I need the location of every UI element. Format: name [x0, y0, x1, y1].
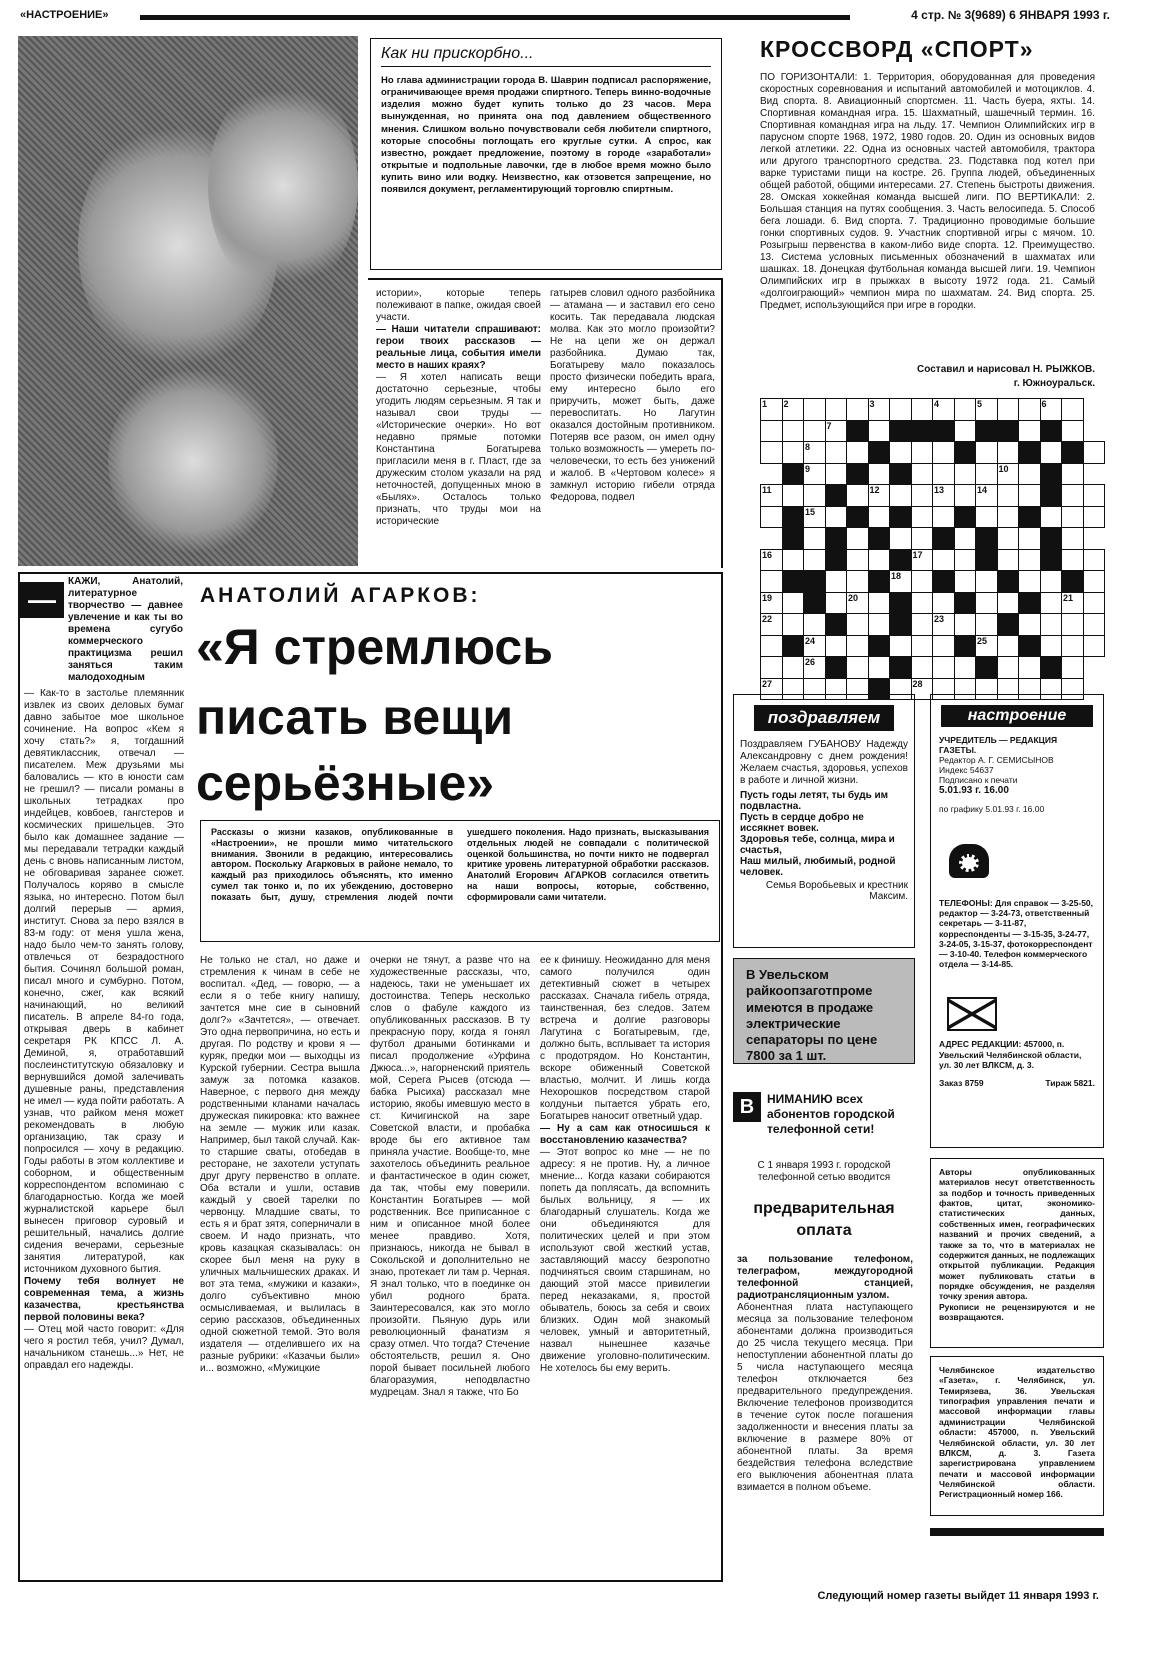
crossword-row	[761, 506, 1105, 528]
column-4: ее к финишу. Неожиданно для меня самого получился один детективный сюжет в четырех рассказах. Сначала гибель отряда, таинственная, без следов. Затем встреча и долгие разговоры Лагутина с Богатыревым, где, должно быть, всплывает та история с продотрядом. Но Константин, вскоре обиженный Советской властью, молчит. И лишь когда Нехорошков посредством старой колдуньи пытается убрать его, Богатырев наносит ответный удар. — Ну а сам как относишься к восстановлению казачества? — Этот вопрос ко мне — не по адресу: я не против. Ну, а личное мнение... Когда казаки собираются попеть да поплясать, да вспомнить былых вольницу, я — их благодарный слушатель. Когда же они объединяются для политических целей и при этом используют свой жесткий устав, заставляющий массу безропотно подчиняться своим старшинам, но дающий этой массе привилегии перед неказаками, я, простой обыватель, боюсь за себя и своих близких. Один мой знакомый человек, умный и авторитетный, назвал нынешнее казачье движение уголовно-политическим. Не хотелось бы ему верить.	[540, 955, 710, 1374]
mail-icon	[947, 997, 997, 1031]
intro-box: Рассказы о жизни казаков, опубликованные в «Настроении», не прошли мимо читательского внимания. Звонили в редакцию, интересовались автором. Поскольку Агарковых в районе немало, то каждый раз приходилось объяснять, кто именно сумел так тонко и, по их убеждению, достоверно показать быт, душу, стремления людей почти ушедшего поколения. Надо признать, высказывания отдельных людей не совпадали с политической оценкой большинства, но почти никто не подвергал критике уровень литературной обработки рассказов. Анатолий Егорович АГАРКОВ согласился ответить на наши вопросы, которые, собственно, сформировали сами читатели.	[200, 820, 720, 942]
crossword-block	[782, 463, 804, 485]
crossword-cell[interactable]	[1062, 420, 1084, 442]
crossword-cell[interactable]	[997, 442, 1019, 464]
crossword-cell[interactable]: 13	[933, 485, 955, 507]
headline-line-1: «Я стремлюсь	[196, 619, 553, 675]
crossword-cell[interactable]	[997, 399, 1019, 421]
crossword-block	[1062, 571, 1084, 593]
crossword-block	[1040, 528, 1062, 550]
sad-news-box	[370, 38, 722, 270]
crossword-cell[interactable]	[761, 635, 783, 657]
crossword-block	[954, 592, 976, 614]
lead-question: КАЖИ, Анатолий, литературное творчество — давнее увлечение и как ты во времена сугубо коммерческого практицизма решил заняться таким малодоходным	[68, 576, 183, 683]
crossword-cell[interactable]	[997, 592, 1019, 614]
crossword-block	[890, 592, 912, 614]
crossword-cell[interactable]	[825, 506, 847, 528]
crossword-empty	[1083, 420, 1105, 442]
crossword-block	[954, 635, 976, 657]
crossword-block	[1062, 442, 1084, 464]
imprint-logo: настроение	[941, 705, 1093, 727]
sad-news-text: Но глава администрации города В. Шаврин подписал распоряжение, ограничивающее время продажи спиртного. Теперь винно-водочные изделия можно будет купить только до 23 часов. Мера вынужденная, но принята она под давлением общественного мнения. Слишком вольно почувствовали себя любители спиртного, которые способны поглощать его круглые сутки. А спрос, как известно, рождает предложение, поэтому в городе «заработали» открытые и подпольные лавочки, где в любое время можно было купить вино или водку. Неизвестно, как отзовется запрещение, но появился документ, регламентирующий торговлю спиртным.	[381, 75, 711, 196]
crossword-block	[976, 549, 998, 571]
imprint-schedule: по графику 5.01.93 г. 16.00	[939, 804, 1045, 814]
crossword-cell[interactable]: 15	[804, 506, 826, 528]
phone-icon	[949, 844, 989, 878]
crossword-cell[interactable]	[1062, 506, 1084, 528]
crossword-empty	[761, 463, 783, 485]
crossword-cell[interactable]	[1083, 635, 1105, 657]
crossword-cell[interactable]	[847, 399, 869, 421]
crossword-cell[interactable]	[761, 657, 783, 679]
crossword-row	[761, 463, 1105, 485]
crossword-cell[interactable]	[1019, 657, 1041, 679]
crossword-cell[interactable]	[954, 549, 976, 571]
crossword-cell[interactable]	[804, 549, 826, 571]
crossword-cell[interactable]	[761, 442, 783, 464]
greeting-logo: поздравляем	[754, 705, 894, 731]
crossword-cell[interactable]	[976, 614, 998, 636]
crossword-cell[interactable]	[997, 485, 1019, 507]
notice-services: за пользование телефоном, телеграфом, междугородной телефонной станцией, радиотрансляционным узлом.	[737, 1254, 913, 1301]
crossword-cell[interactable]: 4	[933, 399, 955, 421]
crossword-cell[interactable]: 28	[911, 678, 933, 700]
interview-top-rule	[18, 572, 723, 574]
crossword-block	[933, 571, 955, 593]
crossword-cell[interactable]	[954, 399, 976, 421]
crossword-cell[interactable]	[847, 635, 869, 657]
crossword-cell[interactable]	[890, 635, 912, 657]
crossword-cell[interactable]	[933, 442, 955, 464]
crossword-cell[interactable]	[782, 420, 804, 442]
imprint-phones: ТЕЛЕФОНЫ: Для справок — 3-25-50, редактор — 3-24-73, ответственный секретарь — 3-11-87, корреспонденты — 3-15-35, 3-24-77, 3-24-05, 3-15-37, фотокорреспондент — 3-10-40. Телефон коммерческого отдела — 3-14-85.	[939, 898, 1094, 970]
crossword-cell[interactable]	[847, 657, 869, 679]
crossword-cell[interactable]	[911, 528, 933, 550]
notice-big-2: оплата	[796, 1222, 852, 1239]
crossword-cell[interactable]	[997, 657, 1019, 679]
crossword-cell[interactable]	[825, 463, 847, 485]
masthead	[20, 8, 1110, 26]
crossword-row	[761, 485, 1105, 507]
crossword-cell[interactable]	[933, 463, 955, 485]
crossword-cell[interactable]: 16	[761, 549, 783, 571]
dropcap: —С	[20, 582, 64, 618]
crossword-cell[interactable]	[782, 442, 804, 464]
crossword-block	[890, 614, 912, 636]
crossword-cell[interactable]: 19	[761, 592, 783, 614]
crossword-row	[761, 399, 1105, 421]
crossword-cell[interactable]	[1040, 506, 1062, 528]
greeting-sign: Семья Воробьевых и крестник Максим.	[765, 880, 908, 902]
crossword-cell[interactable]	[976, 592, 998, 614]
crossword-block	[976, 528, 998, 550]
column-1: — Как-то в застолье племянник извлек из своих деловых бумаг давно забытое мое школьное сочинение. На вопрос «Кем я хочу стать?» я, тогдашний девятиклассник, отвечал — писателем. Меж друзьями мы баловались — кто в юности сам не грешил? — писали романы в школьных тетрадках про индейцев, ковбоев, гангстеров и космических пришельцев. Это было как домашнее задание — мы передавали тетрадки каждый день с вновь написанным листом, не обговаривая заранее сюжет. Получалось коряво в смысле языка, но интересно. Потом был долгий перерыв — армия, институт. Снова за перо взялся в 83-м году: от меня ушла жена, надо было чем-то занять голову, отвлечься от безрадостного бытия. Сочинял большой роман, писал много и сумбурно. Потом, конечно, сжег, как всякий начинающий, но великий писатель. В апреле 84-го года, открывая дверь в кабинет секретаря РК КПСС Л. А. Деминой, я, отработавший послеинститутскую обязаловку и вернувшийся домой залечивать душевные раны, представления не имел — куда пойти работать. А узнав, что райком меня может рекомендовать в любую организацию, так сразу и попросился — хочу в редакцию. Годы работы в этом коллективе и соборном, и общественным корреспондентом вспоминаю с благодарностью. Когда же моей журналистской карьере был вынесен приговор суровый и решительный, начались долгие сидения вечерами, серьезные занятия литературой, как источником духовного бытия. Почему тебя волнует не современная тема, а жизнь казачества, крестьянства первой половины века? — Отец мой часто говорит: «Для чего я ростил тебя, учил? Думал, начальником станешь...» Нет, не оправдал его надежды.	[24, 688, 184, 1371]
crossword-cell[interactable]	[933, 506, 955, 528]
crossword-block	[1019, 506, 1041, 528]
crossword-block	[976, 657, 998, 679]
crossword-cell[interactable]	[1083, 506, 1105, 528]
crossword-cell[interactable]: 27	[761, 678, 783, 700]
crossword-block	[782, 571, 804, 593]
crossword-cell[interactable]	[911, 592, 933, 614]
crossword-cell[interactable]	[890, 442, 912, 464]
imprint-date: 5.01.93 г. 16.00	[939, 785, 1009, 796]
crossword-cell[interactable]	[1083, 592, 1105, 614]
crossword-cell[interactable]	[804, 485, 826, 507]
notice-intro: С 1 января 1993 г. городской телефонной сетью вводится	[757, 1160, 891, 1183]
crossword-cell[interactable]	[1019, 399, 1041, 421]
crossword-cell[interactable]	[890, 528, 912, 550]
crossword-cell[interactable]	[911, 485, 933, 507]
crossword-cell[interactable]: 9	[804, 463, 826, 485]
crossword-block	[782, 528, 804, 550]
crossword-block	[847, 506, 869, 528]
crossword-block	[997, 614, 1019, 636]
crossword-cell[interactable]	[761, 506, 783, 528]
crossword-block	[954, 442, 976, 464]
crossword-block	[1040, 485, 1062, 507]
brand-label: «НАСТРОЕНИЕ»	[20, 9, 109, 21]
column-3: очерки не тянут, а разве что на художественные рассказы, что, надеюсь, таки не уменьшает их достоинства. Теперь несколько слов о фабуле каждого из опубликованных рассказов. В ту прекрасную пору, когда я гонял футбол драными ботинками и писал продолжение «Урфина Джюса...», нагорненский приятель мой, Серега Рысев (отсюда — бабка Рысиха) рассказал мне историю, якобы имевшую место в ст. Кичигинской на заре Советской власти, и пробабка вроде бы его активное там приняла участие. Вообще-то, мне захотелось объединить реальное и фантастическое в один сюжет, да так, чтобы ему поверили. Константин Богатырев — мой родственник. Все приписанное с ним и описанное мной более менее правдиво. Хотя, признаюсь, никогда не бывал в Сокольской и дополнительно не знаю, протекает ли там р. Черная. Я знал только, что в поединке он убил родного брата. Заинтересовался, как это могло произойти. Пьяную дурь или революционный фанатизм я сразу отмел. Что тогда? Стечение обстоятельств, решил я. Оно порой бывает посильней любого благоразумия, неподвластно мудрецам. Знал я также, что Бо	[370, 955, 530, 1398]
crossword-block	[890, 549, 912, 571]
crossword-cell[interactable]: 20	[847, 592, 869, 614]
crossword-cell[interactable]	[1083, 614, 1105, 636]
crossword-cell[interactable]	[1062, 485, 1084, 507]
crossword-cell[interactable]: 3	[868, 399, 890, 421]
crossword-cell[interactable]	[911, 571, 933, 593]
crossword-cell[interactable]	[976, 463, 998, 485]
greeting-text: Поздравляем ГУБАНОВУ Надежду Александровну с днем рождения! Желаем счастья, здоровья, успехов в работе и личной жизни.	[740, 739, 908, 786]
imprint-signed: Подписано к печати	[939, 775, 1018, 785]
imprint-address: АДРЕС РЕДАКЦИИ: 457000, п. Увельский Челябинской области, ул. 30 лет ВЛКСМ, д. 3.	[939, 1039, 1082, 1070]
crossword-cell[interactable]	[868, 592, 890, 614]
crossword-block	[1019, 592, 1041, 614]
crossword-cell[interactable]	[976, 442, 998, 464]
crossword-cell[interactable]	[911, 657, 933, 679]
crossword-cell[interactable]	[954, 463, 976, 485]
crossword-cell[interactable]	[890, 399, 912, 421]
crossword-cell[interactable]	[997, 528, 1019, 550]
crossword-cell[interactable]	[868, 506, 890, 528]
crossword-cell[interactable]: 17	[911, 549, 933, 571]
crossword-block	[997, 571, 1019, 593]
crossword-cell[interactable]	[1040, 442, 1062, 464]
crossword-cell[interactable]	[1083, 571, 1105, 593]
crossword-cell[interactable]	[868, 463, 890, 485]
printer-box: Челябинское издательство «Газета», г. Челябинск, ул. Темирязева, 36. Увельская типография управления печати и массовой информации главы администрации Челябинской области: 457000, п. Увельский Челябинской области, ул. 30 лет ВЛКСМ, д. 3. Газета зарегистрирована управлением печати и массовой информации Челябинской области. Регистрационный номер 166.	[930, 1356, 1104, 1516]
crossword-block	[1040, 420, 1062, 442]
crossword-city: г. Южноуральск.	[1013, 378, 1095, 389]
crossword-clues: ПО ГОРИЗОНТАЛИ: 1. Территория, оборудованная для проведения скоростных соревнования и испытаний автомобилей и мотоциклов. 4. Вид спорта. 8. Авиационный спортсмен. 11. Часть буера, яхты. 14. Спортивная командная игра. 15. Шахматный, шашечный термин. 16. Спортивная командная игра на льду. 17. Чемпион Олимпийских игр в парусном спорте 1968, 1972, 1980 годов. 20. Один из основных видов легкой атлетики. 22. Одна из основных частей автомобиля, трактора или другого транспортного средства. 23. Подставка под котел при варке туристами пищи на костре. 26. Группа людей, объединенных общей работой, общими интересами. 27. Степень быстроты движения. 28. Омская хоккейная команда высшей лиги. ПО ВЕРТИКАЛИ: 2. Большая станция на путях сообщения. 3. Часть велосипеда. 5. Способ бега лошади. 6. Вид спорта. 7. Традиционно проводимые большие гонки спортивных судов. 9. Участник спортивной игры с мячом. 10. Розыгрыш первенства в каком-либо виде спорта. 12. Преимущество. 13. Система условных письменных обозначений в шахматах или шашках. 18. Донецкая футбольная команда высшей лиги. 19. Чемпион Олимпийских игр в прыжках в высоту 1972 года. 21. Самый «долгоиграющий» чемпион мира по шахматам. 24. Вид спорта. 25. Предмет, использующийся при игре в городки.	[760, 72, 1095, 311]
crossword-cell[interactable]	[933, 657, 955, 679]
crossword-cell[interactable]	[954, 657, 976, 679]
crossword-cell[interactable]	[911, 442, 933, 464]
imprint-order: Заказ 8759	[939, 1077, 984, 1088]
crossword-row	[761, 635, 1105, 657]
crossword-row	[761, 442, 1105, 464]
crossword-cell[interactable]	[976, 506, 998, 528]
separator-ad: В Увельском райкоопзаготпроме имеются в продаже электрические сепараторы по цене 7800 за 1 шт.	[733, 958, 915, 1064]
crossword-block	[976, 420, 998, 442]
crossword-cell[interactable]: 25	[976, 635, 998, 657]
crossword-block	[1019, 635, 1041, 657]
crossword-cell[interactable]	[761, 571, 783, 593]
crossword-cell[interactable]	[825, 442, 847, 464]
crossword-block	[782, 506, 804, 528]
crossword-row	[761, 571, 1105, 593]
crossword-cell[interactable]	[847, 528, 869, 550]
crossword-cell[interactable]	[1040, 635, 1062, 657]
crossword-block	[890, 463, 912, 485]
interview-continuation	[368, 278, 723, 568]
crossword-cell[interactable]: 7	[825, 420, 847, 442]
crossword-cell[interactable]	[1062, 549, 1084, 571]
crossword-block	[804, 571, 826, 593]
crossword-block	[825, 614, 847, 636]
crossword-cell[interactable]	[911, 635, 933, 657]
crossword-block	[1019, 442, 1041, 464]
crossword-cell[interactable]: 26	[804, 657, 826, 679]
crossword-cell[interactable]	[847, 614, 869, 636]
crossword-cell[interactable]: 8	[804, 442, 826, 464]
crossword-cell[interactable]	[911, 614, 933, 636]
crossword-empty	[1083, 399, 1105, 421]
crossword-cell[interactable]	[933, 549, 955, 571]
footer-bar	[930, 1528, 1104, 1536]
greeting-verse-4: Наш милый, любимый, родной человек.	[740, 856, 896, 878]
crossword-block	[825, 528, 847, 550]
crossword-cell[interactable]	[825, 635, 847, 657]
crossword-cell[interactable]	[782, 485, 804, 507]
column-2: Не только не стал, но даже и стремления к чинам в себе не воспитал. «Дед, — говорю, — а если я о тебе книгу напишу, зачтется мне сие в сыновний долг?» «Зачтется», — отвечает. Это одна первопричина, но есть и другая. По родству и крови я — куряк, предки мои — выходцы из Курской губернии. Сестра вышла замуж за потомка казаков. Наверное, с первого дня между родственными кланами началась дружеская пикировка: кто важнее на земле — мужик или казак. Например, был такой случай. Как-то старшие сваты, отобедав в ресторане, не захотели уступать друг другу первенство в оплате. Оба встали и ушли, оставив каждый у своей тарелки по червонцу. Младшие сваты, то есть я и брат зятя, соперничали в своем. И надо признать, что кровь казацкая сказывалась: он скорее был меня на руку в уличных мальчишеских драках. И вот эта тема, «мужики и казаки», долго субъективно мною осмысливаемая, и вылилась в серию рассказов, объединенных одной сюжетной темой. Это воля издателя — отделившего их на разные рубрики: «Казачьи были» и... возможно, «Мужицкие	[200, 955, 360, 1374]
crossword-cell[interactable]	[997, 635, 1019, 657]
crossword-cell[interactable]	[782, 614, 804, 636]
crossword-cell[interactable]: 2	[782, 399, 804, 421]
sad-news-title: Как ни прискорбно...	[381, 45, 711, 67]
crossword-grid[interactable]	[760, 398, 1105, 700]
imprint-order-row	[939, 1078, 1095, 1088]
crossword-cell[interactable]	[847, 571, 869, 593]
crossword-cell[interactable]: 6	[1040, 399, 1062, 421]
crossword-cell[interactable]: 5	[976, 399, 998, 421]
issue-label: 4 стр. № 3(9689) 6 ЯНВАРЯ 1993 г.	[911, 8, 1110, 22]
crossword-block	[825, 657, 847, 679]
crossword-cell[interactable]	[782, 657, 804, 679]
crossword-cell[interactable]	[1040, 592, 1062, 614]
interview-kicker: АНАТОЛИЙ АГАРКОВ:	[200, 584, 481, 607]
crossword-cell[interactable]	[976, 571, 998, 593]
crossword-cell[interactable]	[1019, 420, 1041, 442]
crossword-block	[825, 549, 847, 571]
crossword-cell[interactable]	[1019, 571, 1041, 593]
crossword-cell[interactable]	[825, 399, 847, 421]
crossword-cell[interactable]	[911, 463, 933, 485]
crossword-cell[interactable]	[933, 635, 955, 657]
crossword-cell[interactable]: 11	[761, 485, 783, 507]
crossword-row	[761, 420, 1105, 442]
crossword-cell[interactable]: 14	[976, 485, 998, 507]
crossword-cell[interactable]	[911, 399, 933, 421]
crossword-cell[interactable]	[782, 592, 804, 614]
crossword-empty	[1083, 657, 1105, 679]
crossword-block	[804, 592, 826, 614]
crossword-cell[interactable]: 1	[761, 399, 783, 421]
crossword-cell[interactable]	[1062, 657, 1084, 679]
crossword-cell[interactable]	[1083, 442, 1105, 464]
crossword-cell[interactable]	[1062, 614, 1084, 636]
crossword-cell[interactable]	[782, 549, 804, 571]
legal-note: Рукописи не рецензируются и не возвращаются.	[939, 1301, 1095, 1323]
crossword-block	[954, 506, 976, 528]
crossword-empty	[1083, 463, 1105, 485]
crossword-cell[interactable]: 24	[804, 635, 826, 657]
crossword-cell[interactable]	[1019, 463, 1041, 485]
crossword-cell[interactable]	[1083, 485, 1105, 507]
crossword-cell[interactable]	[1019, 485, 1041, 507]
crossword-row	[761, 592, 1105, 614]
crossword-cell[interactable]	[954, 614, 976, 636]
crossword-cell[interactable]	[825, 571, 847, 593]
crossword-cell[interactable]	[868, 657, 890, 679]
crossword-cell[interactable]	[954, 528, 976, 550]
crossword-cell[interactable]	[1040, 614, 1062, 636]
crossword-cell[interactable]	[1062, 463, 1084, 485]
crossword-cell[interactable]	[868, 549, 890, 571]
crossword-block	[847, 420, 869, 442]
greeting-verse-3: Здоровья тебе, солнца, мира и счастья,	[740, 834, 895, 856]
crossword-row	[761, 549, 1105, 571]
crossword-cell[interactable]	[954, 571, 976, 593]
crossword-block	[890, 420, 912, 442]
crossword-block	[997, 420, 1019, 442]
crossword-cell[interactable]: 21	[1062, 592, 1084, 614]
crossword-cell[interactable]	[804, 614, 826, 636]
crossword-empty	[1083, 528, 1105, 550]
notice-body: Абонентная плата наступающего месяца за пользование телефоном абонентами должна производиться до 25 числа текущего месяца. При непоступлении абонентной платы до 5 числа наступающего месяца телефон отключается без предварительного предупреждения. Включение телефонов производится в течение суток после погашения задолженности и внесения платы за включение в размере 80% от абонентной платы. За время бездействия телефона вследствие его выключения абонентная плата взимается в полном объеме.	[737, 1302, 913, 1493]
imprint-founder: УЧРЕДИТЕЛЬ — РЕДАКЦИЯ ГАЗЕТЫ.	[939, 735, 1058, 755]
imprint-box	[930, 694, 1104, 1148]
next-issue: Следующий номер газеты выйдет 11 января 1993 г.	[817, 1590, 1099, 1602]
crossword-block	[868, 442, 890, 464]
crossword-cell[interactable]	[1062, 399, 1084, 421]
crossword-cell[interactable]	[804, 528, 826, 550]
crossword-row	[761, 614, 1105, 636]
crossword-cell[interactable]	[868, 420, 890, 442]
greeting-box	[733, 694, 915, 948]
crossword-cell[interactable]: 18	[890, 571, 912, 593]
crossword-cell[interactable]: 23	[933, 614, 955, 636]
crossword-cell[interactable]	[761, 420, 783, 442]
header-rule	[140, 15, 850, 20]
phone-notice	[733, 1086, 915, 1586]
crossword-cell[interactable]: 22	[761, 614, 783, 636]
crossword-cell[interactable]	[1062, 635, 1084, 657]
crossword-block	[1040, 549, 1062, 571]
crossword-block	[868, 528, 890, 550]
crossword-block	[933, 420, 955, 442]
crossword-cell[interactable]	[804, 399, 826, 421]
crossword-block	[847, 463, 869, 485]
crossword-cell[interactable]: 12	[868, 485, 890, 507]
imprint-run: Тираж 5821.	[1045, 1077, 1095, 1088]
crossword-cell[interactable]	[847, 442, 869, 464]
crossword-cell[interactable]	[868, 614, 890, 636]
crossword-cell[interactable]	[1019, 528, 1041, 550]
crossword-block	[1040, 657, 1062, 679]
greeting-verse-1: Пусть годы летят, ты будь им подвластна.	[740, 790, 889, 812]
crossword-cell[interactable]	[997, 506, 1019, 528]
author-photo	[18, 36, 358, 566]
crossword-cell[interactable]	[954, 420, 976, 442]
headline-line-3: серьёзные»	[196, 755, 495, 811]
crossword-block	[933, 528, 955, 550]
crossword-cell[interactable]	[911, 506, 933, 528]
crossword-block	[782, 635, 804, 657]
crossword-author: Составил и нарисовал Н. РЫЖКОВ.	[917, 364, 1095, 375]
crossword-cell[interactable]	[1040, 571, 1062, 593]
crossword-cell[interactable]	[804, 420, 826, 442]
crossword-cell[interactable]	[1083, 549, 1105, 571]
column-a: истории», которые теперь полеживают в папке, ожидая своей участи. — Наши читатели спрашивают: герои твоих рассказов — реальные лица, события имели место в наших краях? — Я хотел написать вещи достаточно серьезные, чтобы угодить людям серьезным. Я так и называл свои труды — «Исторические очерки». Но вот недавно прямые потомки Константина Богатырева пригласили меня в г. Пласт, где за дружеским столом указали на ряд неточностей, допущенных мною в «Былях». Осталось только признать, что труды мои на исторические	[376, 288, 541, 527]
notice-big-1: предварительная	[753, 1200, 895, 1217]
crossword-row	[761, 528, 1105, 550]
crossword-cell[interactable]	[890, 485, 912, 507]
crossword-block	[890, 657, 912, 679]
greeting-verse-2: Пусть в сердце добро не иссякнет вовек.	[740, 812, 864, 834]
imprint-editor: Редактор А. Г. СЕМИСЫНОВ	[939, 755, 1054, 765]
crossword-title: КРОССВОРД «СПОРТ»	[760, 36, 1034, 62]
crossword-cell[interactable]	[1062, 528, 1084, 550]
crossword-cell[interactable]	[1019, 614, 1041, 636]
crossword-row	[761, 657, 1105, 679]
crossword-cell[interactable]	[933, 592, 955, 614]
crossword-cell[interactable]	[825, 592, 847, 614]
legal-text: Авторы опубликованных материалов несут ответственность за подбор и точность приведенных фактов, цитат, экономико-статистических данных, собственных имен, географических названий и прочих сведений, а также за то, что в материалах не содержится данных, не подлежащих открытой публикации. Редакция может публиковать статьи в порядке обсуждения, не разделяя точку зрения автора.	[939, 1167, 1095, 1302]
notice-dropcap: В	[733, 1092, 761, 1122]
notice-headline: НИМАНИЮ всех абонентов городской телефонной сети!	[767, 1092, 895, 1136]
crossword-cell[interactable]	[847, 485, 869, 507]
crossword-block	[825, 485, 847, 507]
crossword-cell[interactable]	[997, 549, 1019, 571]
crossword-block	[868, 635, 890, 657]
crossword-empty	[761, 528, 783, 550]
column-b: гатырев словил одного разбойника — атамана — и заставил его сено косить. Так передавала людская молва. Как это могло произойти? Не на цепи же он держал разбойника. Думаю так, Богатыреву мало показалось просто физически победить врага, ему интересно было его приручить, может быть, даже перевоспитать. Но Лагутин оказался достойным противником. Потеряв все разом, он имел одну только возможность — умереть по-человечески, то есть без унижений и жалоб. В «Чертовом колесе» я замкнул историю гибели отряда Федорова, подвел	[550, 288, 715, 503]
crossword-block	[911, 420, 933, 442]
imprint-index: Индекс 54637	[939, 765, 994, 775]
crossword-cell[interactable]	[1019, 549, 1041, 571]
crossword-block	[868, 571, 890, 593]
crossword-cell[interactable]	[847, 549, 869, 571]
headline-line-2: писать вещи	[196, 689, 514, 745]
crossword-cell[interactable]	[954, 485, 976, 507]
crossword-block	[890, 506, 912, 528]
legal-box	[930, 1158, 1104, 1348]
crossword-cell[interactable]: 10	[997, 463, 1019, 485]
crossword-block	[1040, 463, 1062, 485]
